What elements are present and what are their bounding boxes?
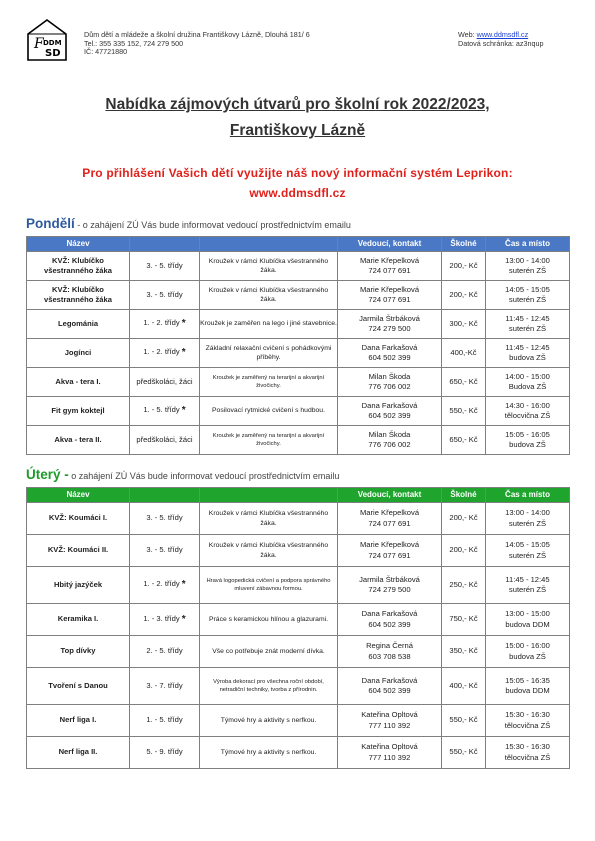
- activity-grade: [130, 339, 200, 368]
- monday-heading: [26, 216, 351, 231]
- org-phone: Tel.: 355 335 152, 724 279 500: [84, 38, 184, 48]
- grade-text: 1. - 5. třídy: [146, 715, 183, 725]
- place-text: budova ZŠ: [509, 353, 546, 362]
- col-leader: Vedoucí, kontakt: [338, 488, 442, 503]
- fee-text: 350,- Kč: [449, 646, 478, 656]
- activity-leader: [338, 281, 442, 310]
- activity-leader: [338, 252, 442, 281]
- time-text: 14:05 - 15:05: [505, 540, 550, 549]
- activity-name: [27, 397, 130, 426]
- activity-fee: [442, 535, 486, 567]
- activity-name-text: KVŽ: Koumáci II.: [47, 545, 109, 555]
- activity-leader: [338, 604, 442, 636]
- activity-name: [27, 503, 130, 535]
- fee-text: 250,- Kč: [449, 579, 478, 589]
- activity-name-text: Fit gym koktejl: [51, 405, 105, 415]
- table-row: [27, 252, 570, 281]
- desc-text: Základní relaxační cvičení s pohádkovými příběhy.: [205, 344, 332, 361]
- fee-text: 200,- Kč: [449, 289, 478, 299]
- title-line-2: Františkovy Lázně: [229, 122, 366, 139]
- activity-time: [486, 535, 570, 567]
- activity-leader: [338, 705, 442, 737]
- activity-name-text: Tvoření s Danou: [48, 680, 108, 690]
- fee-text: 650,- Kč: [449, 376, 478, 386]
- table-row: [27, 281, 570, 310]
- activity-name-text: Hbitý jazýček: [53, 579, 103, 589]
- col-leader: Vedoucí, kontakt: [338, 237, 442, 252]
- activity-time: [486, 368, 570, 397]
- activity-fee: [442, 426, 486, 455]
- activity-name-text: KVŽ: Klubíčko všestranného žáka: [44, 255, 112, 275]
- grade-text: 3. - 7. třídy: [146, 680, 183, 690]
- grade-text: 5. - 9. třídy: [146, 747, 183, 757]
- activity-desc: [200, 368, 338, 397]
- activity-time: [486, 426, 570, 455]
- grade-text: 1. - 3. třídy: [143, 613, 180, 623]
- fee-text: 200,- Kč: [449, 513, 478, 523]
- place-text: tělocvična ZŠ: [504, 411, 551, 420]
- leader-name: Kateřina Opltová: [361, 742, 418, 751]
- activity-name-text: Jogínci: [64, 347, 92, 357]
- table-row: [27, 737, 570, 769]
- tuesday-table: [26, 487, 570, 769]
- fee-text: 550,- Kč: [449, 747, 478, 757]
- fee-text: 200,- Kč: [449, 545, 478, 555]
- fee-text: 550,- Kč: [449, 715, 478, 725]
- leader-name: Regina Černá: [366, 641, 413, 650]
- grade-text: 1. - 2. třídy: [143, 347, 180, 357]
- activity-grade: [130, 426, 200, 455]
- activity-fee: [442, 397, 486, 426]
- star-mark: *: [181, 405, 186, 417]
- table-row: [27, 705, 570, 737]
- leader-phone: 604 502 399: [368, 353, 411, 362]
- leader-phone: 724 077 691: [368, 266, 411, 275]
- table-row: [27, 310, 570, 339]
- activity-time: [486, 636, 570, 668]
- time-text: 15:05 - 16:05: [505, 429, 550, 439]
- place-text: budova DDM: [505, 686, 550, 695]
- place-text: tělocvična ZŠ: [504, 752, 551, 762]
- activity-leader: [338, 426, 442, 455]
- activity-name-text: Keramika I.: [57, 614, 99, 624]
- desc-text: Kroužek v rámci Klubíčka všestranného žáka.: [208, 286, 329, 303]
- activity-desc: [200, 503, 338, 535]
- notice-link[interactable]: www.ddmsdfl.cz: [249, 186, 346, 200]
- leader-phone: 777 110 392: [368, 752, 411, 762]
- activity-leader: [338, 310, 442, 339]
- desc-text: Kroužek je zaměřený na terarijní a akvarijní živočichy.: [212, 375, 325, 389]
- svg-text:F: F: [34, 36, 44, 52]
- activity-grade: [130, 252, 200, 281]
- activity-time: [486, 503, 570, 535]
- activity-leader: [338, 737, 442, 769]
- tuesday-heading: [26, 467, 339, 482]
- web-label: Web:: [458, 30, 477, 39]
- leader-phone: 724 279 500: [368, 585, 411, 594]
- col-grade: [130, 237, 200, 252]
- activity-leader: [338, 339, 442, 368]
- grade-text: předškoláci, žáci: [136, 376, 193, 386]
- org-ico: IČ: 47721880: [84, 47, 128, 57]
- title-line-1: Nabídka zájmových útvarů pro školní rok 2022/2023,: [105, 96, 490, 113]
- leader-name: Kateřina Opltová: [361, 710, 418, 719]
- activity-grade: [130, 368, 200, 397]
- desc-text: Kroužek je zaměřen na lego i jiné stavebnice.: [200, 320, 337, 328]
- leader-name: Dana Farkašová: [361, 609, 418, 618]
- activity-desc: [200, 397, 338, 426]
- activity-fee: [442, 503, 486, 535]
- leader-name: Dana Farkašová: [361, 400, 418, 410]
- activity-name: [27, 668, 130, 705]
- table-row: [27, 503, 570, 535]
- activity-name-text: Akva - tera I.: [55, 376, 101, 386]
- org-name: Dům dětí a mládeže a školní družina Františkovy Lázně, Dlouhá 181/ 6: [84, 30, 310, 39]
- monday-header-row: [27, 237, 570, 252]
- activity-grade: [130, 668, 200, 705]
- activity-name: [27, 737, 130, 769]
- grade-text: 3. - 5. třídy: [146, 545, 183, 555]
- leader-name: Jarmila Štrbáková: [359, 313, 420, 323]
- col-time: Čas a místo: [486, 488, 570, 503]
- activity-fee: [442, 705, 486, 737]
- activity-time: [486, 705, 570, 737]
- table-row: [27, 668, 570, 705]
- fee-text: 750,- Kč: [449, 614, 478, 624]
- tuesday-note: o zahájení ZÚ Vás bude informovat vedoucí prostřednictvím emailu: [68, 471, 340, 481]
- table-row: [27, 339, 570, 368]
- activity-time: [486, 281, 570, 310]
- leader-name: Milan Škoda: [368, 429, 411, 439]
- leader-phone: 604 502 399: [368, 411, 411, 420]
- activity-grade: [130, 705, 200, 737]
- desc-text: Posilovací rytmické cvičení s hudbou.: [212, 407, 325, 415]
- page-title: [0, 92, 595, 144]
- time-text: 14:05 - 15:05: [505, 284, 550, 294]
- monday-note: - o zahájení ZÚ Vás bude informovat vedoucí prostřednictvím emailu: [74, 220, 351, 230]
- activity-name: [27, 705, 130, 737]
- table-row: [27, 567, 570, 604]
- ddm-logo: [26, 18, 68, 62]
- col-desc: [200, 488, 338, 503]
- desc-text: Kroužek v rámci Klubíčka všestranného žáka.: [208, 510, 329, 527]
- activity-time: [486, 310, 570, 339]
- leader-phone: 777 110 392: [368, 720, 411, 730]
- grade-text: 3. - 5. třídy: [146, 260, 183, 270]
- tuesday-header-row: [27, 488, 570, 503]
- col-name: Název: [27, 237, 130, 252]
- activity-name-text: Top dívky: [60, 646, 96, 656]
- star-mark: *: [181, 318, 186, 330]
- activity-time: [486, 604, 570, 636]
- leader-phone: 724 279 500: [368, 324, 411, 333]
- activity-desc: [200, 567, 338, 604]
- col-fee: Školné: [442, 237, 486, 252]
- desc-text: Práce s keramickou hlínou a glazurami.: [209, 615, 328, 623]
- activity-name-text: KVŽ: Koumáci I.: [48, 513, 108, 523]
- activity-desc: [200, 252, 338, 281]
- fee-text: 400,-Kč: [450, 347, 477, 357]
- star-mark: *: [181, 613, 186, 625]
- svg-text:SD: SD: [45, 48, 61, 59]
- time-text: 15:30 - 16:30: [505, 742, 550, 751]
- svg-text:DDM: DDM: [43, 39, 62, 47]
- time-text: 11:45 - 12:45: [505, 342, 550, 352]
- table-row: [27, 636, 570, 668]
- leader-name: Milan Škoda: [368, 371, 411, 381]
- tuesday-title: Úterý -: [26, 467, 69, 482]
- activity-fee: [442, 339, 486, 368]
- notice-line-1: Pro přihlášení Vašich dětí využijte náš nový informační systém Leprikon:: [82, 166, 513, 180]
- activity-time: [486, 567, 570, 604]
- org-contact: [458, 31, 544, 48]
- leader-phone: 604 502 399: [368, 619, 411, 629]
- leader-phone: 776 706 002: [368, 440, 411, 449]
- place-text: tělocvična ZŠ: [504, 720, 551, 730]
- fee-text: 400,- Kč: [449, 680, 478, 690]
- star-mark: *: [181, 579, 186, 591]
- activity-name-text: KVŽ: Klubíčko všestranného žáka: [44, 284, 112, 304]
- databox: Datová schránka: az3nqup: [458, 38, 544, 48]
- desc-text: Kroužek v rámci Klubíčka všestranného žáka.: [208, 257, 329, 274]
- leader-phone: 724 077 691: [368, 295, 411, 304]
- place-text: suterén ZŠ: [508, 266, 547, 275]
- desc-text: Vše co potřebuje znát moderní dívka.: [212, 647, 325, 655]
- activity-desc: [200, 604, 338, 636]
- time-text: 13:00 - 15:00: [505, 609, 550, 618]
- activity-desc: [200, 705, 338, 737]
- time-text: 14:30 - 16:00: [505, 400, 550, 410]
- time-text: 14:00 - 15:00: [505, 371, 550, 381]
- time-text: 15:05 - 16:35: [505, 675, 550, 685]
- activity-name: [27, 368, 130, 397]
- activity-grade: [130, 397, 200, 426]
- activity-desc: [200, 737, 338, 769]
- fee-text: 200,- Kč: [449, 260, 478, 270]
- activity-time: [486, 339, 570, 368]
- activity-leader: [338, 567, 442, 604]
- grade-text: 3. - 5. třídy: [146, 513, 183, 523]
- time-text: 11:45 - 12:45: [505, 313, 550, 323]
- activity-time: [486, 668, 570, 705]
- leader-name: Jarmila Štrbáková: [359, 574, 420, 584]
- monday-title: Pondělí: [26, 216, 75, 231]
- activity-leader: [338, 368, 442, 397]
- activity-desc: [200, 535, 338, 567]
- table-row: [27, 397, 570, 426]
- time-text: 11:45 - 12:45: [505, 574, 550, 584]
- table-row: [27, 604, 570, 636]
- activity-time: [486, 737, 570, 769]
- activity-name: [27, 339, 130, 368]
- leader-name: Dana Farkašová: [361, 342, 418, 352]
- table-row: [27, 426, 570, 455]
- activity-name: [27, 567, 130, 604]
- activity-fee: [442, 567, 486, 604]
- desc-text: Týmové hry a aktivity s nerfkou.: [220, 748, 317, 756]
- place-text: suterén ZŠ: [508, 324, 547, 333]
- activity-fee: [442, 310, 486, 339]
- leader-name: Marie Křepelková: [359, 255, 420, 265]
- activity-leader: [338, 636, 442, 668]
- activity-leader: [338, 503, 442, 535]
- activity-desc: [200, 281, 338, 310]
- leader-phone: 603 708 538: [368, 651, 411, 661]
- leprikon-notice: [0, 163, 595, 203]
- col-name: Název: [27, 488, 130, 503]
- activity-fee: [442, 252, 486, 281]
- time-text: 15:30 - 16:30: [505, 710, 550, 719]
- leader-name: Dana Farkašová: [361, 675, 418, 685]
- desc-text: Týmové hry a aktivity s nerfkou.: [220, 716, 317, 724]
- activity-grade: [130, 535, 200, 567]
- activity-name-text: Akva - tera II.: [54, 434, 102, 444]
- leader-phone: 776 706 002: [368, 382, 411, 391]
- place-text: Budova ZŠ: [508, 382, 547, 391]
- time-text: 15:00 - 16:00: [505, 641, 550, 650]
- activity-name: [27, 426, 130, 455]
- leader-name: Marie Křepelková: [359, 508, 420, 517]
- activity-time: [486, 252, 570, 281]
- grade-text: 2. - 5. třídy: [146, 646, 183, 656]
- fee-text: 300,- Kč: [449, 318, 478, 328]
- activity-fee: [442, 737, 486, 769]
- web-link[interactable]: www.ddmsdfl.cz: [476, 30, 529, 39]
- grade-text: 1. - 2. třídy: [143, 318, 180, 328]
- col-fee: Školné: [442, 488, 486, 503]
- table-row: [27, 535, 570, 567]
- activity-grade: [130, 310, 200, 339]
- activity-name: [27, 310, 130, 339]
- leader-phone: 724 077 691: [368, 550, 411, 560]
- star-mark: *: [181, 347, 186, 359]
- place-text: budova ZŠ: [509, 440, 546, 449]
- activity-grade: [130, 604, 200, 636]
- activity-name: [27, 604, 130, 636]
- activity-grade: [130, 636, 200, 668]
- activity-desc: [200, 668, 338, 705]
- col-grade: [130, 488, 200, 503]
- place-text: budova ZŠ: [509, 651, 546, 661]
- desc-text: Hravá logopedická cvičení a podpora správného mluvení zábavnou formou.: [206, 578, 331, 592]
- activity-desc: [200, 310, 338, 339]
- activity-grade: [130, 737, 200, 769]
- activity-time: [486, 397, 570, 426]
- activity-fee: [442, 604, 486, 636]
- leader-name: Marie Křepelková: [359, 284, 420, 294]
- activity-fee: [442, 281, 486, 310]
- col-time: Čas a místo: [486, 237, 570, 252]
- activity-leader: [338, 668, 442, 705]
- activity-grade: [130, 503, 200, 535]
- leader-name: Marie Křepelková: [359, 540, 420, 549]
- fee-text: 650,- Kč: [449, 434, 478, 444]
- activity-name-text: Nerf liga II.: [58, 747, 98, 757]
- desc-text: Výroba dekorací pro všechna roční období, netradiční techniky, tvorba z přírodnin.: [213, 679, 324, 693]
- place-text: suterén ZŠ: [508, 295, 547, 304]
- activity-desc: [200, 426, 338, 455]
- activity-grade: [130, 281, 200, 310]
- activity-name-text: Legománia: [57, 318, 99, 328]
- desc-text: Kroužek v rámci Klubíčka všestranného žáka.: [208, 542, 329, 559]
- activity-desc: [200, 636, 338, 668]
- col-desc: [200, 237, 338, 252]
- place-text: suterén ZŠ: [508, 518, 547, 528]
- activity-fee: [442, 668, 486, 705]
- monday-table: [26, 236, 570, 455]
- activity-fee: [442, 636, 486, 668]
- time-text: 13:00 - 14:00: [505, 255, 550, 265]
- grade-text: předškoláci, žáci: [136, 434, 193, 444]
- fee-text: 550,- Kč: [449, 405, 478, 415]
- leader-phone: 604 502 399: [368, 686, 411, 695]
- org-info: [84, 31, 310, 57]
- activity-fee: [442, 368, 486, 397]
- activity-desc: [200, 339, 338, 368]
- place-text: suterén ZŠ: [508, 550, 547, 560]
- activity-name: [27, 281, 130, 310]
- grade-text: 3. - 5. třídy: [146, 289, 183, 299]
- activity-name: [27, 636, 130, 668]
- place-text: suterén ZŠ: [508, 585, 547, 594]
- activity-grade: [130, 567, 200, 604]
- place-text: budova DDM: [505, 619, 550, 629]
- activity-leader: [338, 535, 442, 567]
- table-row: [27, 368, 570, 397]
- desc-text: Kroužek je zaměřený na terarijní a akvarijní živočichy.: [212, 433, 325, 447]
- activity-leader: [338, 397, 442, 426]
- activity-name-text: Nerf liga I.: [59, 715, 97, 725]
- grade-text: 1. - 2. třídy: [143, 579, 180, 589]
- activity-name: [27, 535, 130, 567]
- time-text: 13:00 - 14:00: [505, 508, 550, 517]
- activity-name: [27, 252, 130, 281]
- leader-phone: 724 077 691: [368, 518, 411, 528]
- grade-text: 1. - 5. třídy: [143, 405, 180, 415]
